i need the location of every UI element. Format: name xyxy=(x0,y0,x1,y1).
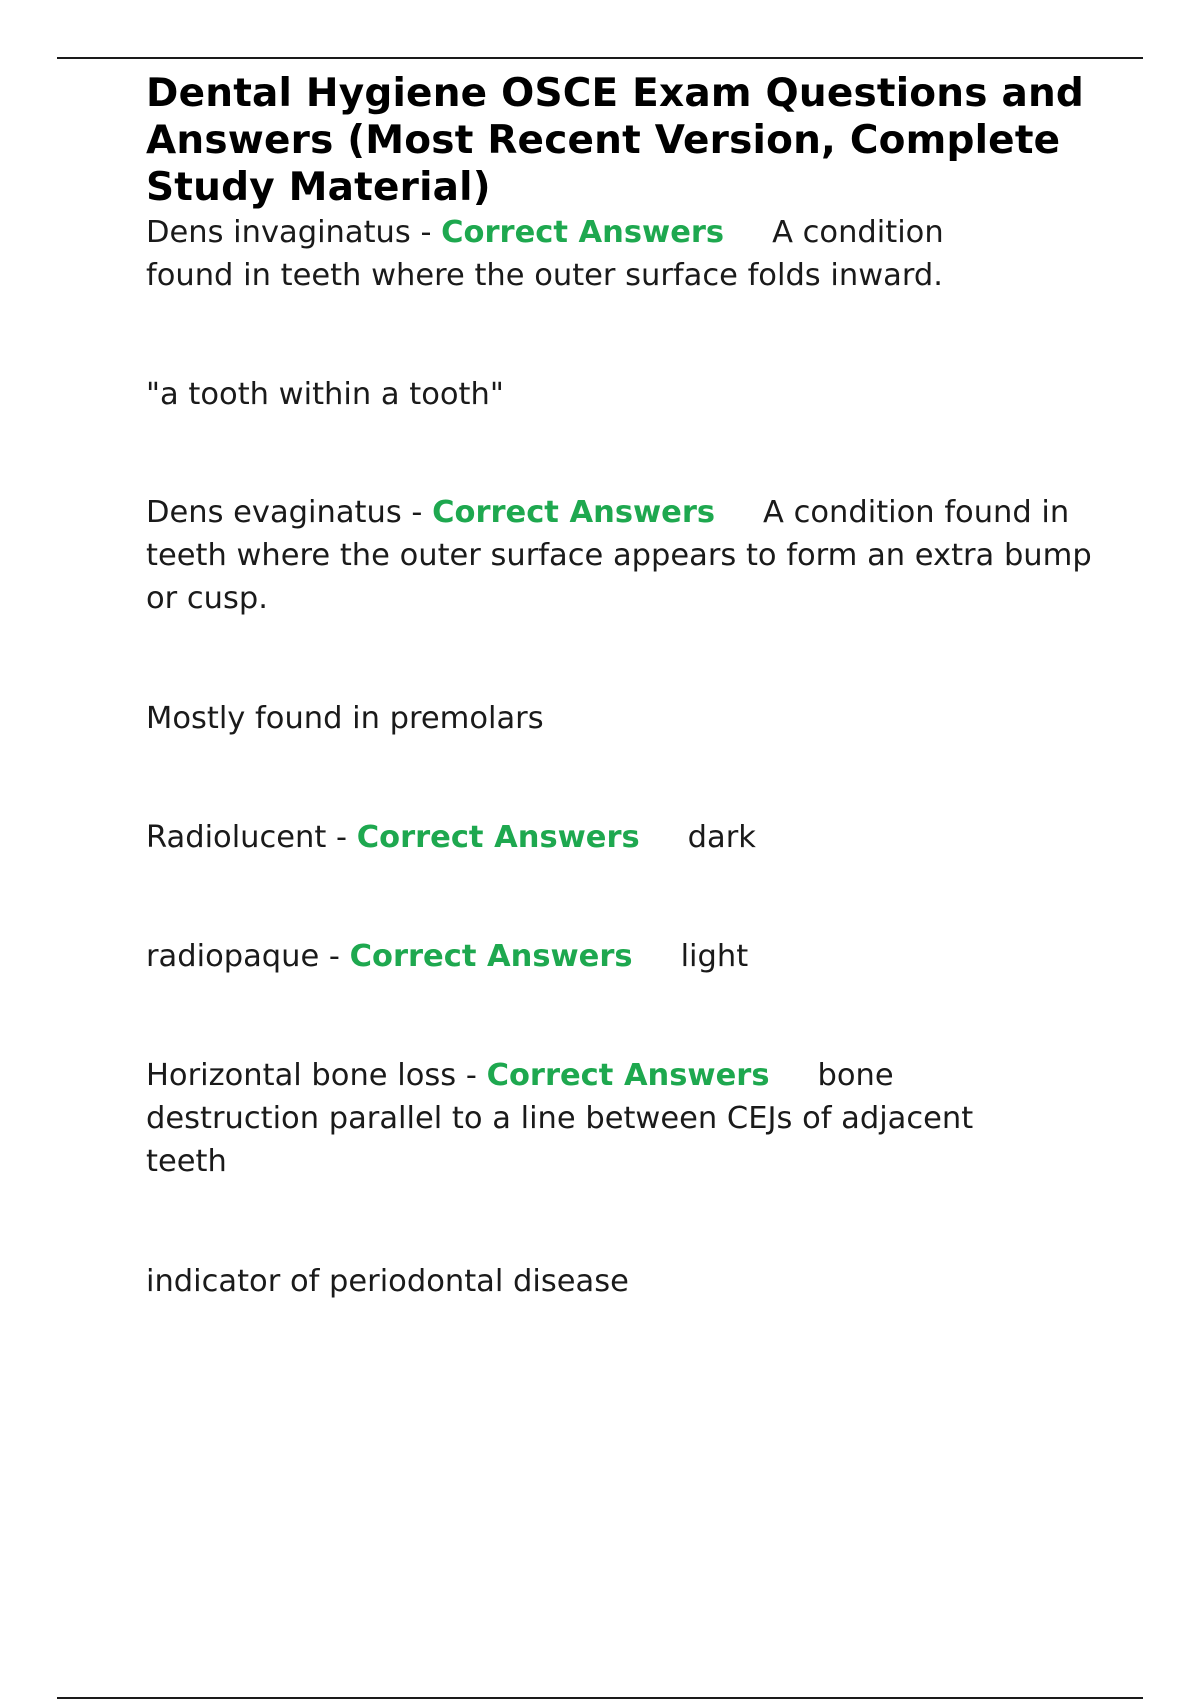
term: Radiolucent xyxy=(146,820,327,855)
note-paragraph: indicator of periodontal disease xyxy=(146,1264,629,1299)
term: radiopaque xyxy=(146,939,320,974)
qa-entry: Dens evaginatus - Correct Answers A condition found in teeth where the outer surface appears to form an extra bump or cusp. xyxy=(146,495,1092,616)
answers-label: Correct Answers xyxy=(349,939,633,974)
qa-entry: Radiolucent - Correct Answers dark xyxy=(146,820,756,855)
answer: dark xyxy=(687,820,756,855)
bottom-rule xyxy=(57,1697,1143,1699)
answer: A condition found in teeth where the outer surface folds inward. xyxy=(146,215,944,293)
qa-entry: Dens invaginatus - Correct Answers A condition found in teeth where the outer surface folds inward. xyxy=(146,215,944,293)
term: Dens invaginatus xyxy=(146,215,411,250)
term: Horizontal bone loss xyxy=(146,1058,457,1093)
document-title: Dental Hygiene OSCE Exam Questions and Answers (Most Recent Version, Complete Study Material) xyxy=(146,71,1085,210)
qa-entry: radiopaque - Correct Answers light xyxy=(146,939,749,974)
note-paragraph: "a tooth within a tooth" xyxy=(146,377,504,412)
qa-entry: Horizontal bone loss - Correct Answers bone destruction parallel to a line between CEJs of adjacent teeth xyxy=(146,1058,974,1179)
answers-label: Correct Answers xyxy=(441,215,725,250)
top-rule xyxy=(57,57,1143,59)
answers-label: Correct Answers xyxy=(432,495,716,530)
answer: light xyxy=(680,939,749,974)
answer: A condition found in teeth where the outer surface appears to form an extra bump or cusp. xyxy=(146,495,1092,616)
answers-label: Correct Answers xyxy=(486,1058,770,1093)
answers-label: Correct Answers xyxy=(356,820,640,855)
note-paragraph: Mostly found in premolars xyxy=(146,701,544,736)
answer: bone destruction parallel to a line between CEJs of adjacent teeth xyxy=(146,1058,974,1179)
page-content xyxy=(146,70,1106,1299)
term: Dens evaginatus xyxy=(146,495,402,530)
